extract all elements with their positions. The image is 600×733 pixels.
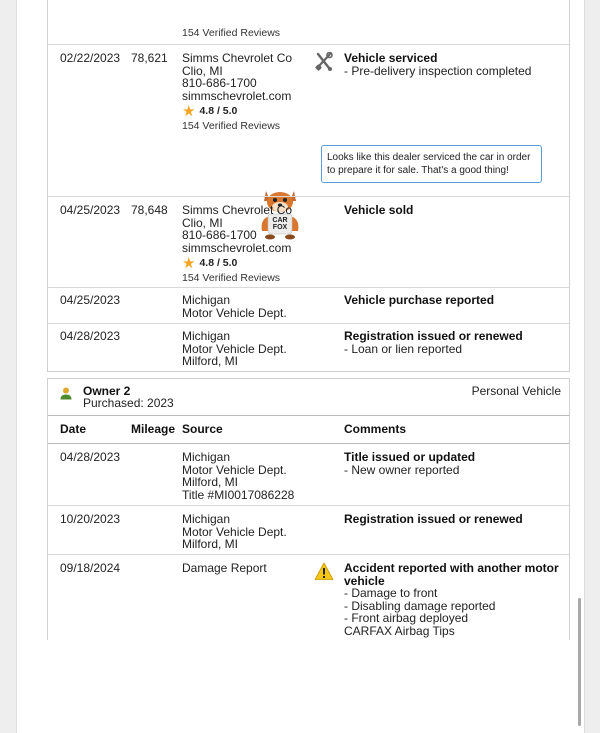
row-comments xyxy=(344,451,475,476)
row-source xyxy=(182,513,287,551)
source-line: Milford, MI xyxy=(182,537,239,551)
star-icon: ★ xyxy=(182,103,196,120)
table-row xyxy=(48,505,569,554)
table-row xyxy=(48,287,569,323)
row-source xyxy=(182,451,294,501)
star-icon: ★ xyxy=(182,255,196,272)
source-line: Michigan xyxy=(182,293,231,307)
row-comments xyxy=(344,562,559,637)
row-date: 09/18/2024 xyxy=(60,561,121,575)
col-source-header: Source xyxy=(182,422,223,436)
source-line: Motor Vehicle Dept. xyxy=(182,341,287,356)
report-page xyxy=(16,0,585,733)
source-line: Motor Vehicle Dept. xyxy=(182,305,287,320)
source-line: Michigan xyxy=(182,450,231,464)
row-source xyxy=(182,52,292,133)
table-row xyxy=(48,444,569,505)
col-date-header: Date xyxy=(60,422,87,436)
dealer-website[interactable]: simmschevrolet.com xyxy=(182,240,292,255)
row-date: 04/25/2023 xyxy=(60,203,121,217)
source-line: Milford, MI xyxy=(182,475,239,489)
comment-item: - Loan or lien reported xyxy=(344,341,463,356)
col-comments-header: Comments xyxy=(344,422,407,436)
table-row xyxy=(48,554,569,641)
title-number: Title #MI0017086228 xyxy=(182,487,295,502)
dealer-location: Clio, MI xyxy=(182,215,223,230)
vehicle-type: Personal Vehicle xyxy=(471,384,561,398)
row-source: Damage Report xyxy=(182,561,267,575)
owner-1-history-card xyxy=(47,0,570,372)
comment-title: Vehicle sold xyxy=(344,203,414,217)
verified-reviews[interactable]: 154 Verified Reviews xyxy=(182,272,281,284)
row-source xyxy=(182,204,292,285)
comment-title: Registration issued or renewed xyxy=(344,329,523,343)
comment-title: Vehicle purchase reported xyxy=(344,293,495,307)
scrollbar[interactable] xyxy=(578,598,581,726)
comment-title-line: Accident reported with another motor xyxy=(344,561,559,575)
row-date: 04/25/2023 xyxy=(60,293,121,307)
table-row xyxy=(48,196,569,287)
table-header xyxy=(48,415,569,444)
dealer-phone[interactable]: 810-686-1700 xyxy=(182,76,257,90)
source-line: Michigan xyxy=(182,329,231,343)
dealer-name[interactable]: Simms Chevrolet Co xyxy=(182,203,293,217)
row-comments xyxy=(344,330,523,355)
source-line: Motor Vehicle Dept. xyxy=(182,462,287,477)
rating-value: 4.8 / 5.0 xyxy=(199,105,238,118)
owner-header xyxy=(48,379,569,415)
comment-title: Registration issued or renewed xyxy=(344,512,523,526)
owner-2-history-card xyxy=(47,378,570,640)
row-date: 10/20/2023 xyxy=(60,512,121,526)
source-line: Milford, MI xyxy=(182,354,239,368)
warning-icon xyxy=(314,562,334,581)
comment-item: - Pre-delivery inspection completed xyxy=(344,63,532,78)
comment-title-line: vehicle xyxy=(344,573,385,588)
person-icon xyxy=(60,387,72,400)
dealer-website[interactable]: simmschevrolet.com xyxy=(182,88,292,103)
comment-item: - Front airbag deployed xyxy=(344,611,469,625)
dealer-tip-callout: Looks like this dealer serviced the car in order to prepare it for sale. That's a good thing! xyxy=(321,145,542,183)
row-mileage: 78,621 xyxy=(131,51,168,65)
source-line: Michigan xyxy=(182,512,231,526)
dealer-rating xyxy=(182,256,292,271)
row-date: 02/22/2023 xyxy=(60,51,121,65)
owner-purchased: Purchased: 2023 xyxy=(83,396,174,410)
row-source xyxy=(182,330,287,368)
verified-reviews[interactable]: 154 Verified Reviews xyxy=(182,120,281,132)
owner-title: Owner 2 xyxy=(83,384,131,398)
row-source xyxy=(182,294,287,319)
table-row xyxy=(48,323,569,371)
comment-item: - New owner reported xyxy=(344,462,460,477)
comment-title: Vehicle serviced xyxy=(344,51,438,65)
comment-item: - Disabling damage reported xyxy=(344,598,496,613)
mascot-badge-line1: CAR xyxy=(272,217,288,224)
row-date: 04/28/2023 xyxy=(60,329,121,343)
airbag-tips-link[interactable]: CARFAX Airbag Tips xyxy=(344,623,455,638)
comment-title: Title issued or updated xyxy=(344,450,476,464)
dealer-name[interactable]: Simms Chevrolet Co xyxy=(182,51,293,65)
comment-item: - Damage to front xyxy=(344,586,438,600)
verified-reviews[interactable]: 154 Verified Reviews xyxy=(182,27,281,39)
dealer-phone[interactable]: 810-686-1700 xyxy=(182,228,257,242)
dealer-location: Clio, MI xyxy=(182,63,223,78)
rating-value: 4.8 / 5.0 xyxy=(199,257,238,270)
row-date: 04/28/2023 xyxy=(60,450,121,464)
source-line: Motor Vehicle Dept. xyxy=(182,524,287,539)
dealer-rating xyxy=(182,104,292,119)
row-comments xyxy=(344,52,531,77)
row-mileage: 78,648 xyxy=(131,203,168,217)
col-mileage-header: Mileage xyxy=(131,422,176,436)
wrench-screwdriver-icon xyxy=(315,52,333,72)
mascot-badge-line2: FOX xyxy=(272,224,288,231)
